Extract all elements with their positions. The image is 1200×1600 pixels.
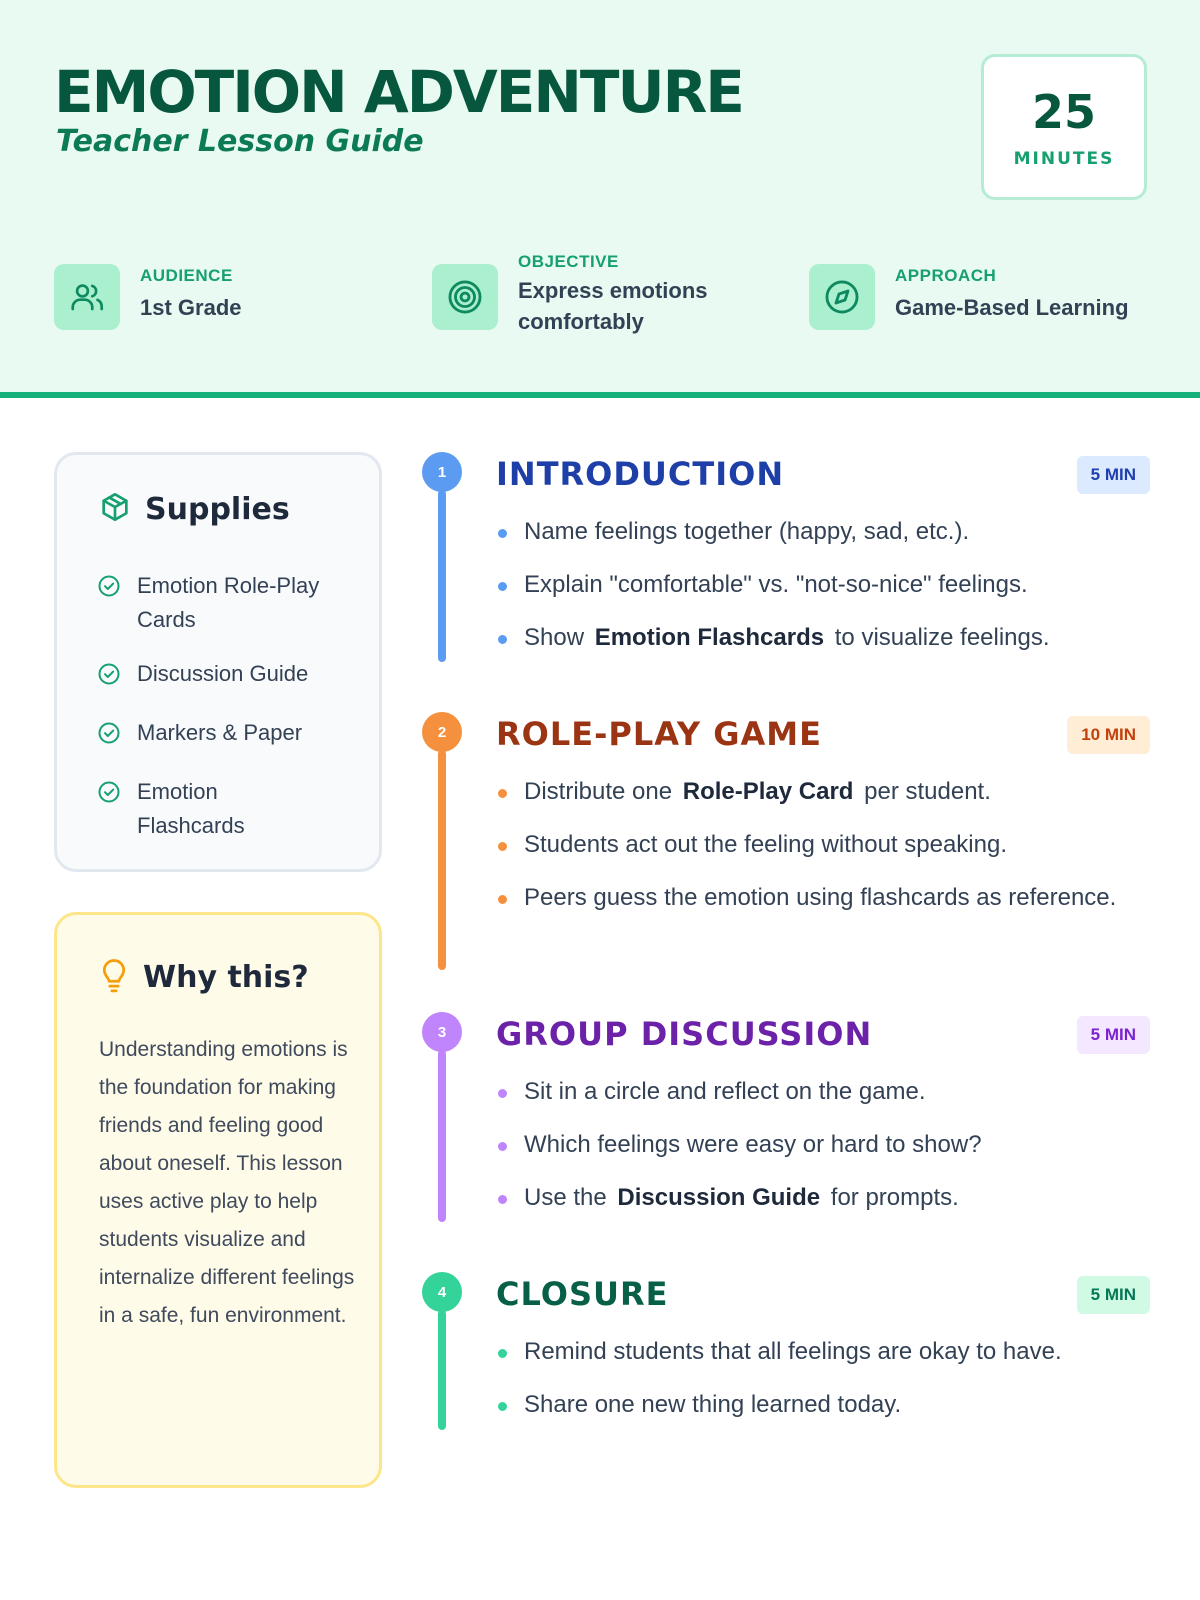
meta-audience	[54, 264, 394, 332]
step-closure	[420, 1272, 1150, 1452]
bullet-dot	[498, 789, 507, 798]
timeline-rail	[438, 1310, 446, 1430]
supply-label: Emotion Flashcards	[137, 779, 245, 838]
step-title: GROUP DISCUSSION	[496, 1015, 873, 1053]
time-badge: 10 MIN	[1067, 716, 1150, 754]
step-bullet: Show Emotion Flashcards to visualize feelings.	[496, 618, 1146, 658]
timeline-rail	[438, 750, 446, 970]
lesson-subtitle: Teacher Lesson Guide	[56, 124, 424, 159]
lesson-title: EMOTION ADVENTURE	[54, 58, 743, 126]
bullet-dot	[498, 1195, 507, 1204]
meta-label: APPROACH	[895, 266, 997, 285]
step-number: 4	[422, 1272, 462, 1312]
step-title: ROLE-PLAY GAME	[496, 715, 822, 753]
meta-value: 1st Grade	[140, 295, 242, 320]
step-bullet: Peers guess the emotion using flashcards as reference.	[496, 878, 1146, 918]
meta-label: AUDIENCE	[140, 266, 233, 285]
step-bullet: Share one new thing learned today.	[496, 1385, 1146, 1425]
step-bullet: Which feelings were easy or hard to show?	[496, 1125, 1146, 1165]
supply-label: Markers & Paper	[137, 720, 303, 745]
time-badge: 5 MIN	[1077, 1016, 1150, 1054]
meta-approach	[809, 264, 1169, 332]
meta-value: Game-Based Learning	[895, 295, 1129, 320]
compass-icon	[809, 264, 875, 330]
check-circle-icon	[97, 780, 125, 814]
step-number: 1	[422, 452, 462, 492]
step-group-discussion	[420, 1012, 1150, 1232]
box-icon	[99, 491, 131, 528]
check-circle-icon	[97, 574, 125, 608]
timeline-rail	[438, 1050, 446, 1222]
step-number: 2	[422, 712, 462, 752]
bullet-dot	[498, 529, 507, 538]
step-introduction	[420, 452, 1150, 672]
supplies-card	[54, 452, 382, 872]
bullet-dot	[498, 1349, 507, 1358]
supplies-title: Supplies	[145, 492, 290, 527]
supply-label: Discussion Guide	[137, 661, 309, 686]
check-circle-icon	[97, 662, 125, 696]
meta-label: OBJECTIVE	[518, 252, 619, 271]
lesson-header	[0, 0, 1200, 398]
step-bullet: Students act out the feeling without speaking.	[496, 825, 1146, 865]
duration-unit: MINUTES	[1013, 149, 1115, 169]
duration-card	[981, 54, 1147, 200]
bullet-dot	[498, 635, 507, 644]
step-title: INTRODUCTION	[496, 455, 785, 493]
step-bullets	[496, 772, 1146, 931]
step-bullets	[496, 1072, 1146, 1231]
why-text: Understanding emotions is the foundation for making friends and feeling good about oneself. This lesson uses active play to help students visualize and internalize different feelings in a safe, fun environment.	[99, 1038, 355, 1327]
step-title: CLOSURE	[496, 1275, 669, 1313]
time-badge: 5 MIN	[1077, 456, 1150, 494]
supply-label: Emotion Role-Play Cards	[137, 573, 320, 632]
lightbulb-icon	[99, 957, 129, 998]
target-icon	[432, 264, 498, 330]
why-card	[54, 912, 382, 1488]
step-bullet: Use the Discussion Guide for prompts.	[496, 1178, 1146, 1218]
supply-item	[97, 569, 367, 637]
meta-objective	[432, 252, 772, 334]
timeline-rail	[438, 490, 446, 662]
duration-value: 25	[1031, 85, 1096, 139]
step-bullet: Name feelings together (happy, sad, etc.).	[496, 512, 1146, 552]
bullet-dot	[498, 1402, 507, 1411]
meta-value: Express emotions comfortably	[518, 278, 708, 334]
check-circle-icon	[97, 721, 125, 755]
bullet-dot	[498, 1089, 507, 1098]
why-title: Why this?	[143, 960, 309, 995]
users-icon	[54, 264, 120, 330]
time-badge: 5 MIN	[1077, 1276, 1150, 1314]
bullet-dot	[498, 582, 507, 591]
step-bullet: Sit in a circle and reflect on the game.	[496, 1072, 1146, 1112]
bullet-dot	[498, 895, 507, 904]
step-bullet: Remind students that all feelings are okay to have.	[496, 1332, 1146, 1372]
step-number: 3	[422, 1012, 462, 1052]
supply-item	[97, 775, 367, 843]
step-bullet: Explain "comfortable" vs. "not-so-nice" feelings.	[496, 565, 1146, 605]
bullet-dot	[498, 842, 507, 851]
supply-item	[97, 657, 367, 696]
step-role-play-game	[420, 712, 1150, 972]
step-bullets	[496, 1332, 1146, 1438]
bullet-dot	[498, 1142, 507, 1151]
supplies-list	[97, 569, 367, 863]
supply-item	[97, 716, 367, 755]
step-bullet: Distribute one Role-Play Card per student.	[496, 772, 1146, 812]
step-bullets	[496, 512, 1146, 671]
